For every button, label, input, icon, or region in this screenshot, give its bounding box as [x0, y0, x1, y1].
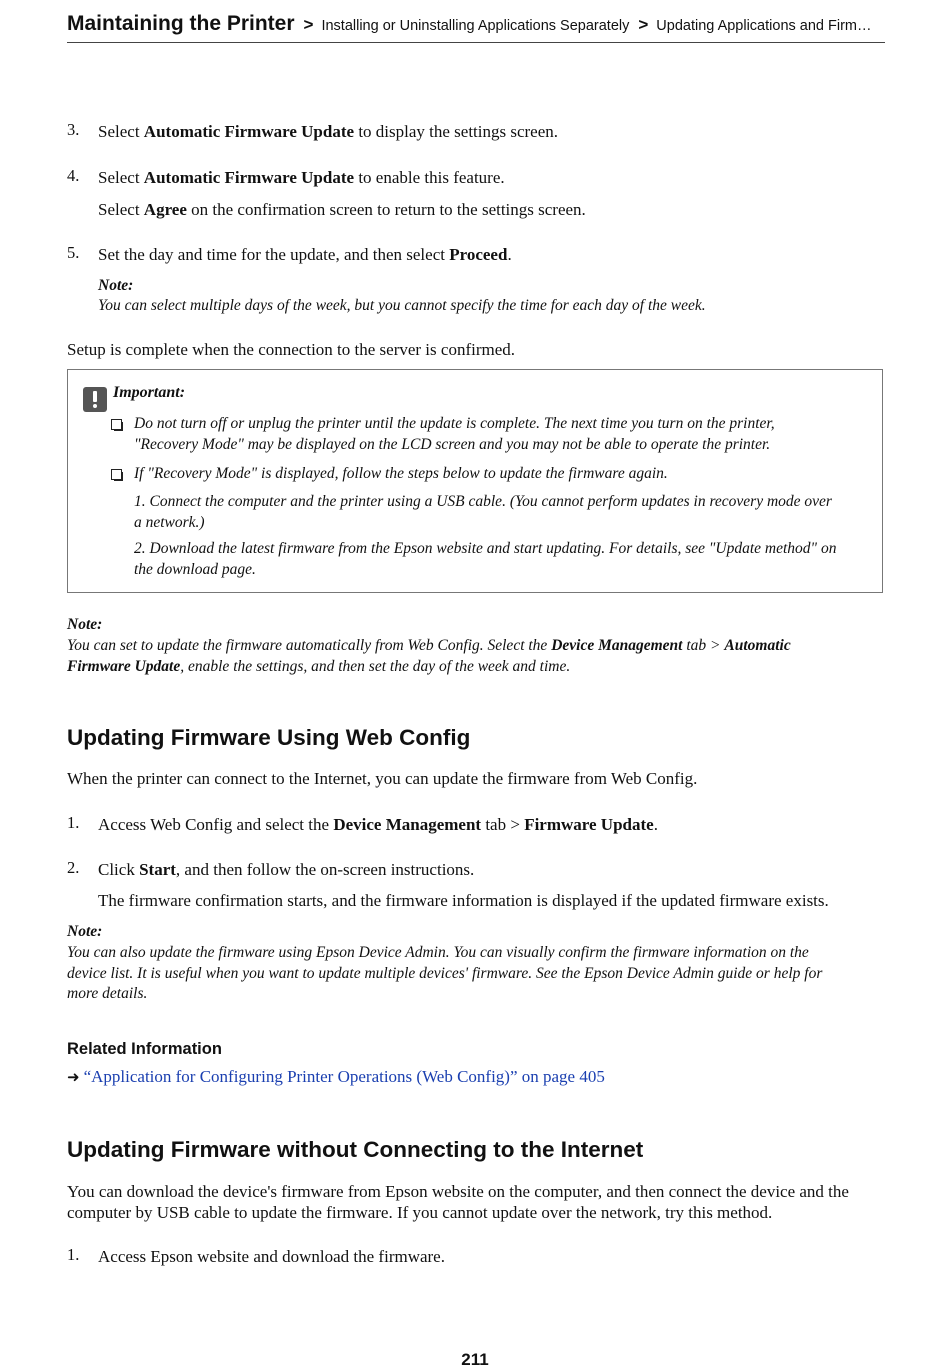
- important-item: Do not turn off or unplug the printer until the update is complete. The next time you turn on the printer, "Recovery Mode" may be displayed on the LCD screen and you may not be able to operate the printer.: [134, 415, 775, 453]
- breadcrumb-separator: >: [638, 15, 649, 34]
- step-text: Select Automatic Firmware Update to enable this feature.: [98, 168, 505, 187]
- step-text: Access Web Config and select the Device Management tab > Firmware Update.: [98, 815, 658, 834]
- step-number: 1.: [67, 1245, 80, 1264]
- step-text: Click Start, and then follow the on-screen instructions.: [98, 860, 475, 879]
- section-intro: When the printer can connect to the Internet, you can update the firmware from Web Config.: [67, 769, 698, 788]
- important-substep: 1. Connect the computer and the printer using a USB cable. (You cannot perform updates in recovery mode over a network.): [134, 493, 832, 531]
- step-number: 1.: [67, 813, 80, 832]
- section-heading: Updating Firmware Using Web Config: [67, 725, 471, 750]
- related-link[interactable]: ➜ “Application for Configuring Printer Operations (Web Config)” on page 405: [67, 1067, 605, 1086]
- step-text: Set the day and time for the update, and then select Proceed.: [98, 245, 512, 264]
- exclamation-icon: [83, 387, 107, 412]
- step-number: 5.: [67, 243, 80, 262]
- step-number: 3.: [67, 120, 80, 139]
- step-subtext: Select Agree on the confirmation screen to return to the settings screen.: [98, 200, 586, 219]
- step-number: 4.: [67, 166, 80, 185]
- breadcrumb-separator: >: [303, 15, 314, 34]
- note-text: You can also update the firmware using Epson Device Admin. You can visually confirm the firmware information on the device list. It is useful when you want to update multiple devices' firmware. See the Epson Device Admin guide or help for more details.: [67, 944, 823, 1002]
- header-title: Maintaining the Printer: [67, 12, 295, 35]
- setup-complete-text: Setup is complete when the connection to the server is confirmed.: [67, 340, 516, 359]
- checkbox-bullet-icon: [111, 469, 122, 480]
- breadcrumb-item: Updating Applications and Firm…: [656, 18, 872, 34]
- checkbox-bullet-icon: [111, 419, 122, 430]
- arrow-right-icon: ➜: [67, 1070, 80, 1086]
- note-text: You can select multiple days of the week, but you cannot specify the time for each day of the week.: [98, 297, 706, 314]
- note-label: Note:: [98, 277, 134, 294]
- step-text: Select Automatic Firmware Update to display the settings screen.: [98, 122, 559, 141]
- step-number: 2.: [67, 858, 80, 877]
- page-number: 211: [461, 1350, 489, 1369]
- note-label: Note:: [67, 616, 103, 633]
- important-substep: 2. Download the latest firmware from the Epson website and start updating. For details, see "Update method" on the download page.: [134, 540, 837, 578]
- running-header: [67, 12, 885, 43]
- step-subtext: The firmware confirmation starts, and the firmware information is displayed if the updated firmware exists.: [98, 891, 829, 910]
- important-label: Important:: [113, 384, 186, 401]
- note-label: Note:: [67, 923, 103, 940]
- important-item: If "Recovery Mode" is displayed, follow the steps below to update the firmware again.: [134, 465, 668, 482]
- section-intro: You can download the device's firmware from Epson website on the computer, and then connect the device and the computer by USB cable to update the firmware. If you cannot update over the network, try this method.: [67, 1182, 849, 1222]
- section-heading: Updating Firmware without Connecting to the Internet: [67, 1137, 644, 1162]
- step-text: Access Epson website and download the firmware.: [98, 1247, 445, 1266]
- breadcrumb-item: Installing or Uninstalling Applications Separately: [321, 18, 630, 34]
- note-text: You can set to update the firmware automatically from Web Config. Select the Device Management tab > Automatic Firmware Update, enable the settings, and then set the day of the week and time.: [67, 637, 791, 675]
- related-information-title: Related Information: [67, 1040, 222, 1058]
